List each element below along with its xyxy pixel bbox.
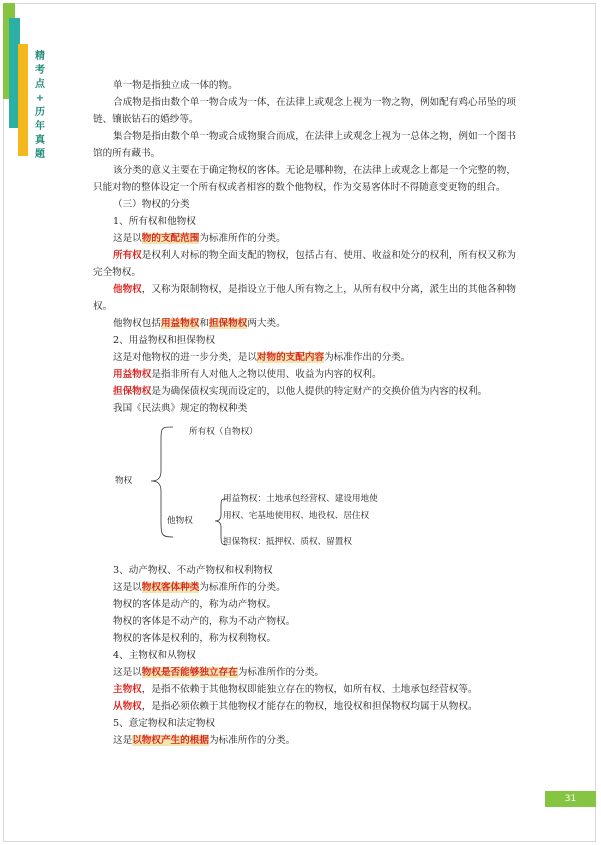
key-phrase: 物权是否能够独立存在 xyxy=(141,667,238,678)
section-heading: （三）物权的分类 xyxy=(113,199,190,210)
diagram-node-ownership: 所有权（自物权） xyxy=(189,427,258,437)
sidebar-char: 题 xyxy=(35,149,45,160)
paragraph: 物权的客体是权利的，称为权利物权。 xyxy=(113,633,277,644)
paragraph: 集合物是指由数个单一物或合成物聚合而成，在法律上或观念上视为一总体之物，例如一个图书馆的所有藏书。 xyxy=(93,131,516,159)
paragraph: 这是对他物权的进一步分类，是以对物的支配内容为标准作出的分类。 xyxy=(113,352,411,363)
diagram-node-usufruct: 用益物权：土地承包经营权、建设用地使 xyxy=(223,494,378,504)
term: 所有权 xyxy=(113,250,142,261)
page-number: 31 xyxy=(545,791,596,807)
term: 用益物权 xyxy=(113,369,152,380)
paragraph: 主物权，是指不依赖于其他物权即能独立存在的物权，如所有权、土地承包经营权等。 xyxy=(113,684,478,695)
key-phrase: 用益物权 xyxy=(160,318,200,329)
paragraph: 所有权是权利人对标的物全面支配的物权，包括占有、使用、收益和处分的权利，所有权又称为完全物权。 xyxy=(93,250,516,278)
paragraph: 这是以物权客体种类为标准所作的分类。 xyxy=(113,582,286,593)
sidebar-char: 精 xyxy=(35,51,45,62)
diagram-node-root: 物权 xyxy=(115,476,133,486)
paragraph: 该分类的意义主要在于确定物权的客体。无论是哪种物，在法律上或观念上都是一个完整的物，只能对物的整体设定一个所有权或者相容的数个他物权，作为交易客体时不得随意变更物的组合。 xyxy=(93,165,516,193)
key-phrase: 物的支配范围 xyxy=(141,233,200,244)
subsection-title: 1、所有权和他物权 xyxy=(113,216,196,227)
paragraph: 我国《民法典》规定的物权种类 xyxy=(113,403,248,414)
subsection-title: 5、意定物权和法定物权 xyxy=(113,718,216,729)
main-content xyxy=(93,77,523,749)
paragraph: 物权的客体是动产的，称为动产物权。 xyxy=(113,599,277,610)
term: 他物权 xyxy=(113,284,142,295)
diagram-node-usufruct-cont: 用权、宅基地使用权、地役权、居住权 xyxy=(223,511,370,521)
sidebar-char: 考 xyxy=(35,65,45,76)
paragraph: 单一物是指独立成一体的物。 xyxy=(113,80,238,91)
diagram-node-security: 担保物权：抵押权、质权、留置权 xyxy=(223,537,352,547)
sidebar-label xyxy=(34,50,46,162)
subsection-title: 3、动产物权、不动产物权和权利物权 xyxy=(113,565,273,576)
term: 从物权 xyxy=(113,701,142,712)
sidebar-char: + xyxy=(35,93,45,104)
paragraph: 物权的客体是不动产的，称为不动产物权。 xyxy=(113,616,296,627)
sidebar-char: 真 xyxy=(35,135,45,146)
paragraph: 他物权，又称为限制物权，是指设立于他人所有物之上，从所有权中分离，派生出的其他各种物权。 xyxy=(93,284,516,312)
term: 担保物权 xyxy=(113,386,152,397)
key-phrase: 担保物权 xyxy=(208,318,248,329)
paragraph: 从物权，是指必须依赖于其他物权才能存在的物权，地役权和担保物权均属于从物权。 xyxy=(113,701,478,712)
paragraph: 用益物权是指非所有人对他人之物以使用、收益为内容的权利。 xyxy=(113,369,382,380)
classification-diagram xyxy=(113,419,523,562)
sidebar-char: 年 xyxy=(35,121,45,132)
subsection-title: 4、主物权和从物权 xyxy=(113,650,196,661)
paragraph: 这是以物的支配范围为标准所作的分类。 xyxy=(113,233,286,244)
diagram-node-other: 他物权 xyxy=(167,516,193,526)
paragraph: 合成物是指由数个单一物合成为一体，在法律上或观念上视为一物之物，例如配有鸡心吊坠的项链、镶嵌钻石的婚纱等。 xyxy=(93,97,516,125)
paragraph: 这是以物权产生的根据为标准所作的分类。 xyxy=(113,735,296,746)
key-phrase: 以物权产生的根据 xyxy=(132,735,209,746)
subsection-title: 2、用益物权和担保物权 xyxy=(113,335,216,346)
key-phrase: 对物的支配内容 xyxy=(256,352,325,363)
sidebar-char: 点 xyxy=(35,79,45,90)
paragraph: 担保物权是为确保债权实现而设定的，以他人提供的特定财产的交换价值为内容的权利。 xyxy=(113,386,488,397)
key-phrase: 物权客体种类 xyxy=(141,582,200,593)
paragraph: 这是以物权是否能够独立存在为标准所作的分类。 xyxy=(113,667,325,678)
decor-bar-yellow xyxy=(18,44,28,156)
paragraph: 他物权包括用益物权和担保物权两大类。 xyxy=(113,318,286,329)
term: 主物权 xyxy=(113,684,142,695)
sidebar-char: 历 xyxy=(35,107,45,118)
